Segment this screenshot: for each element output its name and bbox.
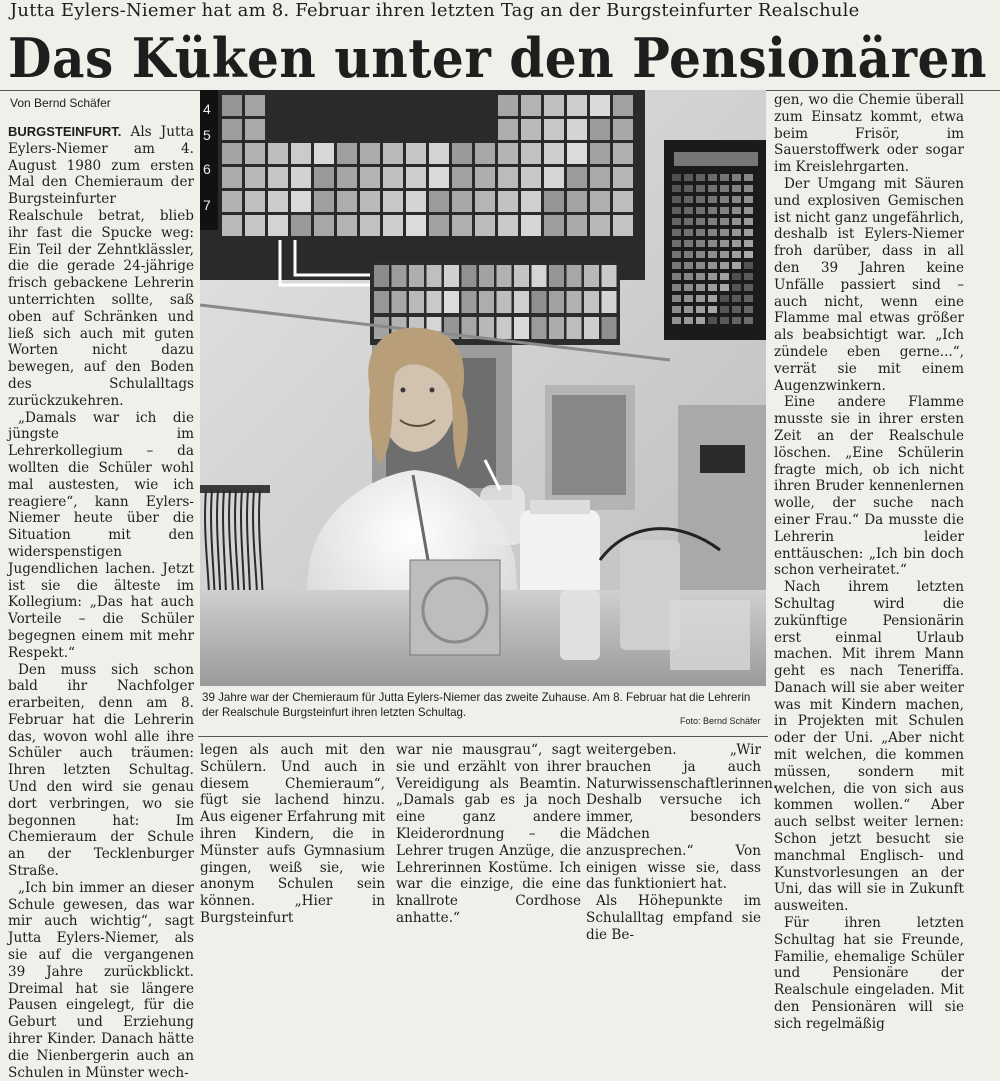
element-cell xyxy=(409,265,424,287)
element-cell xyxy=(452,167,472,188)
poster-tile xyxy=(672,262,681,269)
element-cell xyxy=(291,167,311,188)
text-column-4 xyxy=(586,742,778,943)
element-cell xyxy=(268,143,288,164)
text-column-3 xyxy=(396,742,581,926)
element-cell xyxy=(383,143,403,164)
poster-tile xyxy=(744,207,753,214)
poster-tile xyxy=(744,174,753,181)
poster-tile xyxy=(720,174,729,181)
poster-tile xyxy=(696,218,705,225)
element-cell xyxy=(521,167,541,188)
element-cell xyxy=(514,265,529,287)
element-cell xyxy=(337,167,357,188)
element-cell xyxy=(222,143,242,164)
period-label: 5 xyxy=(203,127,211,143)
poster-tile xyxy=(744,284,753,291)
element-cell xyxy=(475,191,495,212)
poster-tile xyxy=(708,185,717,192)
poster-tile xyxy=(708,196,717,203)
caption-rule xyxy=(198,736,768,737)
element-cell xyxy=(452,143,472,164)
poster-tile xyxy=(708,251,717,258)
element-cell xyxy=(590,143,610,164)
element-cell xyxy=(222,95,242,116)
element-cell xyxy=(406,215,426,236)
poster-tile xyxy=(732,218,741,225)
headline: Das Küken unter den Pensionären xyxy=(8,26,987,90)
element-cell xyxy=(360,143,380,164)
poster-tile xyxy=(720,229,729,236)
poster-tile xyxy=(708,306,717,313)
element-cell xyxy=(245,95,265,116)
element-cell xyxy=(532,265,547,287)
element-cell xyxy=(544,191,564,212)
poster-tile xyxy=(684,174,693,181)
paragraph: gen, wo die Chemie überall zum Einsatz kommt, etwa beim Frisör, im Sauerstoffwerk oder sogar im Kreislehrgarten. xyxy=(774,92,964,176)
poster-tile xyxy=(696,295,705,302)
poster-tile xyxy=(684,317,693,324)
poster-tile xyxy=(732,251,741,258)
paragraph: Als Höhepunkte im Schulalltag empfand sie die Be- xyxy=(586,893,761,943)
element-cell xyxy=(532,317,547,339)
element-cell xyxy=(314,215,334,236)
element-cell xyxy=(268,191,288,212)
element-cell xyxy=(498,119,518,140)
element-cell xyxy=(590,119,610,140)
element-cell xyxy=(497,265,512,287)
element-cell xyxy=(314,167,334,188)
element-cell xyxy=(314,191,334,212)
element-cell xyxy=(549,265,564,287)
element-cell xyxy=(291,191,311,212)
element-cell xyxy=(498,191,518,212)
period-label: 6 xyxy=(203,161,211,177)
element-cell xyxy=(383,215,403,236)
poster-tile xyxy=(696,229,705,236)
poster-tile xyxy=(732,306,741,313)
element-cell xyxy=(222,119,242,140)
element-cell xyxy=(590,167,610,188)
period-label: 7 xyxy=(203,197,211,213)
element-cell xyxy=(498,215,518,236)
element-cell xyxy=(613,143,633,164)
article-photo xyxy=(200,90,766,686)
poster-tile xyxy=(684,284,693,291)
poster-tile xyxy=(696,185,705,192)
poster-tile xyxy=(672,306,681,313)
element-cell xyxy=(590,191,610,212)
element-cell xyxy=(521,143,541,164)
photo-caption: 39 Jahre war der Chemieraum für Jutta Eylers-Niemer das zweite Zuhause. Am 8. Februar hat die Lehrerin der Realschule Burgsteinfurt ihren letzten Schultag. xyxy=(202,691,751,719)
poster-tile xyxy=(720,295,729,302)
poster-tile xyxy=(720,251,729,258)
poster-tile xyxy=(684,229,693,236)
poster-tile xyxy=(708,218,717,225)
poster-tile xyxy=(708,262,717,269)
element-cell xyxy=(222,191,242,212)
poster-tile xyxy=(732,273,741,280)
element-cell xyxy=(521,95,541,116)
poster-tile xyxy=(720,207,729,214)
poster-tile xyxy=(672,240,681,247)
element-cell xyxy=(497,317,512,339)
element-cell xyxy=(521,119,541,140)
element-cell xyxy=(429,167,449,188)
element-cell xyxy=(475,215,495,236)
element-cell xyxy=(409,291,424,313)
poster-tile xyxy=(732,262,741,269)
poster-tile xyxy=(732,284,741,291)
poster-tile xyxy=(672,284,681,291)
poster-tile xyxy=(696,207,705,214)
element-cell xyxy=(429,143,449,164)
element-cell xyxy=(245,119,265,140)
element-cell xyxy=(462,265,477,287)
poster-tile xyxy=(720,306,729,313)
poster-tile xyxy=(708,284,717,291)
paragraph: Für ihren letzten Schultag hat sie Freunde, Familie, ehemalige Schüler und Pensionäre der Realschule eingeladen. Mit den Pensionären will sie sich regelmäßig xyxy=(774,915,964,1032)
element-cell xyxy=(590,215,610,236)
element-cell xyxy=(567,95,587,116)
element-cell xyxy=(245,143,265,164)
poster-tile xyxy=(672,196,681,203)
element-cell xyxy=(544,167,564,188)
poster-tile xyxy=(684,251,693,258)
poster-tile xyxy=(672,174,681,181)
element-cell xyxy=(514,317,529,339)
paragraph: Der Umgang mit Säuren und explosiven Gemischen ist nicht ganz ungefährlich, deshalb ist Eylers-Niemer froh darüber, dass in all den 39 Jahren keine Unfälle passiert sind – auch nicht, wenn eine Flamme mal etwas größer als beabsichtigt war. „Ich zündele eben gerne...“, verrät sie mit einem Augenzwinkern. xyxy=(774,175,964,394)
poster-tile xyxy=(696,317,705,324)
poster-tile xyxy=(732,229,741,236)
element-cell xyxy=(406,167,426,188)
poster-tile xyxy=(696,251,705,258)
poster-tile xyxy=(744,295,753,302)
element-cell xyxy=(602,317,617,339)
element-cell xyxy=(567,265,582,287)
element-cell xyxy=(498,143,518,164)
element-cell xyxy=(360,191,380,212)
poster-tile xyxy=(732,240,741,247)
element-cell xyxy=(429,191,449,212)
paragraph-text: Als Jutta Eylers-Niemer am 4. August 1980 zum ersten Mal den Chemieraum der Burgsteinfurter Realschule betrat, blieb ihr fast die Spucke weg: Ein Teil der Zehntklässler, die die gerade 24-jährige frisch gebackene Lehrerin unterrichten sollte, saß oben auf Schränken und ließ sich auch mit guten Worten nicht dazu bewegen, auf den Boden des Schulalltags zurückzukehren. xyxy=(8,124,195,409)
poster-tile xyxy=(696,240,705,247)
poster-tile xyxy=(672,229,681,236)
kicker-line: Jutta Eylers-Niemer hat am 8. Februar ihren letzten Tag an der Burgsteinfurter Realschule xyxy=(10,0,860,21)
paragraph: „Damals war ich die jüngste im Lehrerkollegium – da wollten die Schüler wohl mal austesten, wie ich reagiere“, kann Eylers-Niemer heute über die Situation mit den widerspenstigen Jugendlichen lachen. Jetzt ist sie die älteste im Kollegium: „Das hat auch Vorteile – die Schüler begegnen einem mit mehr Respekt.“ xyxy=(8,409,194,661)
element-cell xyxy=(602,291,617,313)
text-column-5 xyxy=(774,92,964,1032)
element-cell xyxy=(360,167,380,188)
paragraph: Eine andere Flamme musste sie in ihrer ersten Zeit an der Realschule löschen. „Eine Schülerin fragte mich, ob ich nicht ihren Bruder kennenlernen wolle, der suche nach einer Frau.“ Da musste die Lehrerin leider enttäuschen: „Ich bin doch schon verheiratet.“ xyxy=(774,394,964,579)
poster-tile xyxy=(720,240,729,247)
paragraph: legen als auch mit den Schülern. Und auch in diesem Chemieraum“, fügt sie lachend hinzu. Aus eigener Erfahrung mit ihren Kindern, die in Münster aufs Gymnasium gingen, weiß sie, wie anonym Schulen sein können. „Hier in Burgsteinfurt xyxy=(200,742,385,926)
poster-tile xyxy=(696,273,705,280)
element-cell xyxy=(444,291,459,313)
poster-tile xyxy=(684,273,693,280)
element-cell xyxy=(268,215,288,236)
element-cell xyxy=(498,167,518,188)
poster-tile xyxy=(732,317,741,324)
photo-credit: Foto: Bernd Schäfer xyxy=(680,716,761,726)
element-cell xyxy=(602,265,617,287)
poster-tile xyxy=(720,317,729,324)
poster-tile xyxy=(744,306,753,313)
poster-tile xyxy=(708,207,717,214)
element-cell xyxy=(374,265,389,287)
element-cell xyxy=(222,215,242,236)
element-cell xyxy=(374,291,389,313)
poster-tile xyxy=(672,273,681,280)
element-cell xyxy=(584,265,599,287)
poster-tile xyxy=(696,174,705,181)
element-cell xyxy=(444,265,459,287)
paragraph: war nie mausgrau“, sagt sie und erzählt von ihrer Vereidigung als Beamtin. „Damals gab es ja noch eine ganz andere Kleiderordnung – die Lehrer trugen Anzüge, die Lehrerinnen Kostüme. Ich war die einzige, die eine knallrote Cordhose anhatte.“ xyxy=(396,742,581,926)
poster-tile xyxy=(684,295,693,302)
element-cell xyxy=(452,191,472,212)
element-cell xyxy=(452,215,472,236)
element-cell xyxy=(222,167,242,188)
element-cell xyxy=(549,317,564,339)
element-cell xyxy=(567,191,587,212)
element-cell xyxy=(291,215,311,236)
poster-tile xyxy=(708,240,717,247)
element-cell xyxy=(584,291,599,313)
element-cell xyxy=(567,119,587,140)
element-cell xyxy=(429,215,449,236)
period-label: 4 xyxy=(203,101,211,117)
element-cell xyxy=(383,191,403,212)
poster-tile xyxy=(684,306,693,313)
element-cell xyxy=(462,291,477,313)
element-cell xyxy=(427,265,442,287)
poster-tile xyxy=(744,251,753,258)
element-cell xyxy=(245,167,265,188)
poster-tile xyxy=(732,207,741,214)
element-cell xyxy=(567,215,587,236)
element-cell xyxy=(549,291,564,313)
poster-tile xyxy=(744,185,753,192)
poster-tile xyxy=(684,240,693,247)
poster-tile xyxy=(684,207,693,214)
poster-tile xyxy=(744,317,753,324)
element-cell xyxy=(613,95,633,116)
poster-tile xyxy=(672,295,681,302)
poster-tile xyxy=(672,207,681,214)
element-cell xyxy=(392,265,407,287)
poster-tile xyxy=(672,317,681,324)
element-cell xyxy=(567,143,587,164)
element-cell xyxy=(567,317,582,339)
poster-tile xyxy=(732,196,741,203)
element-cell xyxy=(475,167,495,188)
poster-tile xyxy=(720,196,729,203)
element-cell xyxy=(337,215,357,236)
paragraph xyxy=(8,124,194,410)
element-cell xyxy=(337,143,357,164)
paragraph: Nach ihrem letzten Schultag wird die zukünftige Pensionärin erst einmal Urlaub machen. Mit ihrem Mann geht es nach Teneriffa. Danach will sie aber weiter was mit Kindern machen, in Projekten mit Schulen oder der Uni. „Aber nicht mit welchen, die kommen müssen, sondern mit welchen, die von sich aus kommen wollen.“ Aber auch selbst weiter lernen: Schon jetzt besucht sie manchmal Englisch- und Kunstvorlesungen an der Uni, das will sie in Zukunft ausweiten. xyxy=(774,579,964,915)
element-cell xyxy=(521,191,541,212)
element-cell xyxy=(613,167,633,188)
paragraph: „Ich bin immer an dieser Schule gewesen, das war mir auch wichtig“, sagt Jutta Eylers-Niemer, als sie auf die vergangenen 39 Jahre zurückblickt. Dreimal hat sie längere Pausen eingelegt, für die Geburt und Erziehung ihrer Kinder. Danach hätte die Nienbergerin auch an Schulen in Münster wech- xyxy=(8,879,194,1081)
element-cell xyxy=(475,143,495,164)
element-cell xyxy=(479,291,494,313)
poster-tile xyxy=(720,262,729,269)
poster-tile xyxy=(744,240,753,247)
poster-tile xyxy=(708,317,717,324)
element-cell xyxy=(479,265,494,287)
poster-tile xyxy=(696,196,705,203)
element-cell xyxy=(360,215,380,236)
poster-tile xyxy=(684,262,693,269)
element-cell xyxy=(544,143,564,164)
poster-tile xyxy=(696,262,705,269)
poster-tile xyxy=(744,262,753,269)
element-cell xyxy=(521,215,541,236)
poster-tile xyxy=(684,218,693,225)
element-cell xyxy=(383,167,403,188)
element-cell xyxy=(427,291,442,313)
byline: Von Bernd Schäfer xyxy=(10,96,111,110)
element-cell xyxy=(567,167,587,188)
element-cell xyxy=(245,191,265,212)
poster-tile xyxy=(672,218,681,225)
poster-tile xyxy=(732,174,741,181)
place-name: BURGSTEINFURT. xyxy=(8,124,122,139)
element-cell xyxy=(497,291,512,313)
poster-tile xyxy=(720,284,729,291)
text-column-1 xyxy=(8,124,195,1081)
element-cell xyxy=(314,143,334,164)
element-cell xyxy=(613,191,633,212)
element-cell xyxy=(613,119,633,140)
poster-tile xyxy=(684,185,693,192)
element-cell xyxy=(544,215,564,236)
poster-tile xyxy=(732,185,741,192)
element-cell xyxy=(590,95,610,116)
poster-tile xyxy=(720,185,729,192)
poster-tile xyxy=(732,295,741,302)
poster-tile xyxy=(708,174,717,181)
element-cell xyxy=(584,317,599,339)
poster-tile xyxy=(720,273,729,280)
element-cell xyxy=(406,191,426,212)
element-cell xyxy=(268,167,288,188)
element-cell xyxy=(245,215,265,236)
poster-tile xyxy=(744,273,753,280)
element-cell xyxy=(406,143,426,164)
poster-tile xyxy=(696,306,705,313)
poster-tile xyxy=(708,229,717,236)
paragraph: weitergeben. „Wir brauchen ja auch Naturwissenschaftlerinnen. Deshalb versuche ich immer, besonders Mädchen anzusprechen.“ Von einigen wisse sie, dass das funktioniert hat. xyxy=(586,742,778,893)
element-cell xyxy=(337,191,357,212)
element-cell xyxy=(392,291,407,313)
poster-tile xyxy=(708,295,717,302)
text-column-2 xyxy=(200,742,385,926)
poster-tile xyxy=(684,196,693,203)
element-cell xyxy=(479,317,494,339)
poster-tile xyxy=(744,229,753,236)
element-cell xyxy=(544,95,564,116)
poster-tile xyxy=(720,218,729,225)
poster-tile xyxy=(696,284,705,291)
element-cell xyxy=(613,215,633,236)
poster-tile xyxy=(708,273,717,280)
poster-tile xyxy=(744,218,753,225)
element-cell xyxy=(291,143,311,164)
element-cell xyxy=(514,291,529,313)
element-cell xyxy=(544,119,564,140)
poster-tile xyxy=(744,196,753,203)
paragraph: Den muss sich schon bald ihr Nachfolger erarbeiten, denn am 8. Februar hat die Lehrerin das, wovon wohl alle ihre Schüler auch träumen: Ihren letzten Schultag. Und den wird sie genau dort verbringen, wo sie begonnen hat: Im Chemieraum der Schule an der Tecklenburger Straße. xyxy=(8,661,194,880)
poster-tile xyxy=(672,185,681,192)
element-cell xyxy=(532,291,547,313)
poster-tile xyxy=(672,251,681,258)
chemistry-lab-photo xyxy=(200,90,766,686)
element-cell xyxy=(567,291,582,313)
element-cell xyxy=(498,95,518,116)
